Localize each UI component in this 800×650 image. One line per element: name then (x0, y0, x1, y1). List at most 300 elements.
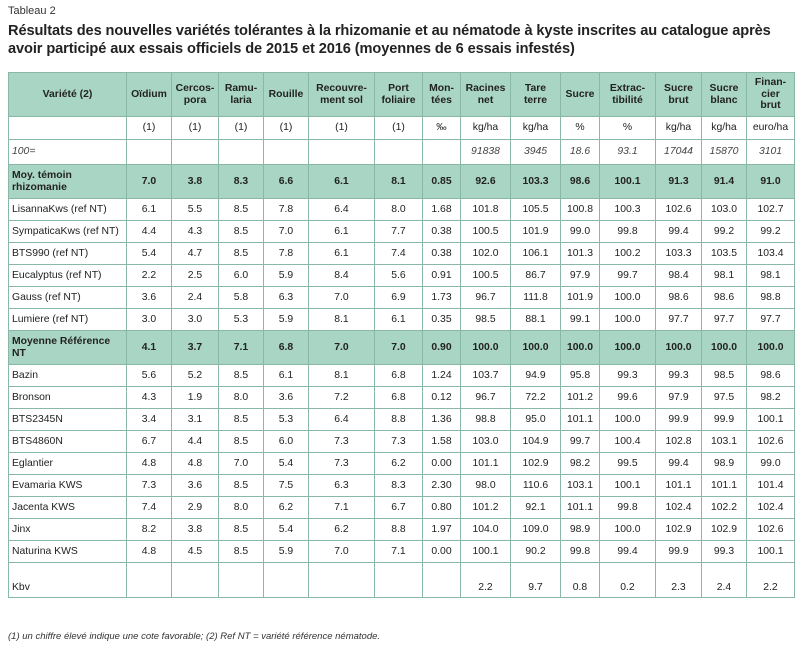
table-cell: 2.9 (172, 497, 219, 519)
table-cell: 98.6 (656, 287, 702, 309)
table-cell: 5.9 (264, 309, 309, 331)
table-row (9, 431, 795, 453)
table-cell: euro/ha (747, 117, 795, 140)
table-cell (219, 140, 264, 165)
table-cell: 1.24 (423, 365, 461, 387)
table-cell: 6.2 (375, 453, 423, 475)
table-cell: 15870 (702, 140, 747, 165)
table-cell: 98.4 (656, 265, 702, 287)
row-label: Lumiere (ref NT) (9, 309, 127, 331)
table-cell: 99.3 (702, 541, 747, 563)
column-header: Mon-tées (423, 73, 461, 117)
table-cell: 7.3 (375, 431, 423, 453)
row-label: Gauss (ref NT) (9, 287, 127, 309)
average-row (9, 165, 795, 199)
table-cell: 0.80 (423, 497, 461, 519)
table-cell: 7.0 (309, 287, 375, 309)
table-cell: 8.5 (219, 431, 264, 453)
table-cell: 7.3 (127, 475, 172, 497)
row-label: Moyenne Référence NT (9, 331, 127, 365)
column-header: Rouille (264, 73, 309, 117)
table-row (9, 541, 795, 563)
results-table (8, 72, 795, 598)
table-cell: 3.6 (264, 387, 309, 409)
table-cell: 98.5 (461, 309, 511, 331)
table-cell: 3.1 (172, 409, 219, 431)
table-cell: 86.7 (511, 265, 561, 287)
table-cell: 98.5 (702, 365, 747, 387)
table-row (9, 497, 795, 519)
table-cell: 1.73 (423, 287, 461, 309)
table-cell: 1.68 (423, 199, 461, 221)
column-header: Tare terre (511, 73, 561, 117)
table-cell: 99.9 (656, 409, 702, 431)
table-cell: 6.1 (375, 309, 423, 331)
table-cell: 1.9 (172, 387, 219, 409)
table-cell: 6.0 (264, 431, 309, 453)
table-cell: 97.7 (702, 309, 747, 331)
table-cell (375, 563, 423, 598)
table-cell: 99.4 (600, 541, 656, 563)
row-label (9, 117, 127, 140)
table-cell: 97.5 (702, 387, 747, 409)
table-cell: 94.9 (511, 365, 561, 387)
table-cell: 98.1 (747, 265, 795, 287)
table-cell: 91.3 (656, 165, 702, 199)
table-cell: 7.3 (309, 431, 375, 453)
table-cell: 98.8 (747, 287, 795, 309)
table-cell: 6.1 (309, 243, 375, 265)
table-cell (309, 140, 375, 165)
table-cell: 104.0 (461, 519, 511, 541)
table-cell: 7.1 (219, 331, 264, 365)
table-cell: 8.8 (375, 519, 423, 541)
column-header: Sucre (561, 73, 600, 117)
table-cell: 92.1 (511, 497, 561, 519)
table-cell: 7.0 (375, 331, 423, 365)
table-cell: 102.8 (656, 431, 702, 453)
table-row (9, 475, 795, 497)
table-cell: 0.35 (423, 309, 461, 331)
table-cell: 2.4 (702, 563, 747, 598)
table-row (9, 365, 795, 387)
table-cell (423, 563, 461, 598)
table-cell: (1) (127, 117, 172, 140)
row-label: Bazin (9, 365, 127, 387)
table-cell: 2.4 (172, 287, 219, 309)
column-header: Ramu-laria (219, 73, 264, 117)
row-label: SympaticaKws (ref NT) (9, 221, 127, 243)
table-cell: 99.9 (702, 409, 747, 431)
table-cell: 5.4 (264, 453, 309, 475)
table-cell: 6.9 (375, 287, 423, 309)
table-cell: 6.2 (264, 497, 309, 519)
table-cell (423, 140, 461, 165)
table-cell: 96.7 (461, 287, 511, 309)
table-cell: 97.9 (656, 387, 702, 409)
table-cell: 99.9 (656, 541, 702, 563)
row-label: Naturina KWS (9, 541, 127, 563)
table-cell: 99.3 (656, 365, 702, 387)
table-cell: 109.0 (511, 519, 561, 541)
table-cell: kg/ha (511, 117, 561, 140)
table-cell: 100.5 (461, 265, 511, 287)
table-cell: 3.7 (172, 331, 219, 365)
table-cell: 3.0 (127, 309, 172, 331)
table-cell: 102.7 (747, 199, 795, 221)
table-cell: 90.2 (511, 541, 561, 563)
table-row (9, 243, 795, 265)
row-label: Evamaria KWS (9, 475, 127, 497)
table-cell: 110.6 (511, 475, 561, 497)
table-cell: 8.3 (375, 475, 423, 497)
table-cell: 105.5 (511, 199, 561, 221)
row-label: LisannaKws (ref NT) (9, 199, 127, 221)
table-cell: 17044 (656, 140, 702, 165)
table-cell: 103.5 (702, 243, 747, 265)
table-cell: 99.7 (600, 265, 656, 287)
table-cell: % (561, 117, 600, 140)
table-cell: ‰ (423, 117, 461, 140)
table-cell: 102.9 (511, 453, 561, 475)
table-cell: 98.2 (747, 387, 795, 409)
table-row (9, 453, 795, 475)
units-row (9, 117, 795, 140)
table-cell: 103.3 (511, 165, 561, 199)
table-cell: 8.5 (219, 365, 264, 387)
table-cell: 99.5 (600, 453, 656, 475)
table-cell: 3.0 (172, 309, 219, 331)
column-header: Cercos-pora (172, 73, 219, 117)
table-cell: 8.5 (219, 409, 264, 431)
table-cell: 98.6 (702, 287, 747, 309)
table-cell: 18.6 (561, 140, 600, 165)
table-cell (375, 140, 423, 165)
table-cell: 100.0 (747, 331, 795, 365)
table-cell: 7.5 (264, 475, 309, 497)
column-header: Racines net (461, 73, 511, 117)
table-cell: 99.2 (747, 221, 795, 243)
table-cell: 102.9 (702, 519, 747, 541)
table-cell: 98.9 (702, 453, 747, 475)
table-cell: 5.2 (172, 365, 219, 387)
table-cell: 99.6 (600, 387, 656, 409)
table-cell (172, 563, 219, 598)
table-cell: 100.2 (600, 243, 656, 265)
table-cell: 8.5 (219, 541, 264, 563)
table-cell: 3.8 (172, 519, 219, 541)
column-header: Port foliaire (375, 73, 423, 117)
table-cell: 92.6 (461, 165, 511, 199)
table-cell: 8.4 (309, 265, 375, 287)
row-label: Moy. témoin rhizomanie (9, 165, 127, 199)
table-cell: 97.7 (747, 309, 795, 331)
table-cell: 100.0 (561, 331, 600, 365)
row-label: 100= (9, 140, 127, 165)
table-cell: 0.90 (423, 331, 461, 365)
table-cell: 5.9 (264, 541, 309, 563)
table-cell: 102.0 (461, 243, 511, 265)
table-cell: 97.7 (656, 309, 702, 331)
table-cell: 102.2 (702, 497, 747, 519)
table-cell: 99.8 (561, 541, 600, 563)
table-cell: 0.8 (561, 563, 600, 598)
table-cell: 100.3 (600, 199, 656, 221)
row-label: Bronson (9, 387, 127, 409)
table-title: Résultats des nouvelles variétés tolérantes à la rhizomanie et au nématode à kyste inscrites au catalogue après avoir participé aux essais officiels de 2015 et 2016 (moyennes de 6 essais infestés) (8, 23, 771, 57)
table-cell: % (600, 117, 656, 140)
table-cell: 6.7 (375, 497, 423, 519)
table-cell: 101.9 (561, 287, 600, 309)
table-cell: 100.0 (461, 331, 511, 365)
table-cell: 100.1 (461, 541, 511, 563)
table-cell: 6.1 (127, 199, 172, 221)
table-cell: 8.8 (375, 409, 423, 431)
table-cell: 4.3 (127, 387, 172, 409)
table-cell: 103.4 (747, 243, 795, 265)
table-cell: 96.7 (461, 387, 511, 409)
table-cell: 3.6 (127, 287, 172, 309)
table-cell: 99.2 (702, 221, 747, 243)
table-cell: 99.0 (747, 453, 795, 475)
row-label: BTS4860N (9, 431, 127, 453)
table-cell: 7.8 (264, 243, 309, 265)
table-cell: (1) (172, 117, 219, 140)
table-cell: 6.8 (375, 365, 423, 387)
table-cell: 5.4 (264, 519, 309, 541)
column-header: Sucre blanc (702, 73, 747, 117)
table-cell: 8.5 (219, 243, 264, 265)
table-cell: 100.0 (600, 331, 656, 365)
table-cell: 101.1 (561, 409, 600, 431)
table-cell: 5.9 (264, 265, 309, 287)
table-cell: 72.2 (511, 387, 561, 409)
table-cell: 7.8 (264, 199, 309, 221)
header-row (9, 73, 795, 117)
table-cell: (1) (375, 117, 423, 140)
table-cell: 100.1 (747, 541, 795, 563)
table-cell: 6.8 (375, 387, 423, 409)
table-cell: 2.30 (423, 475, 461, 497)
table-cell: (1) (219, 117, 264, 140)
table-cell: 4.1 (127, 331, 172, 365)
table-cell: 8.5 (219, 475, 264, 497)
row-label: BTS990 (ref NT) (9, 243, 127, 265)
table-cell: 8.0 (375, 199, 423, 221)
table-cell (127, 140, 172, 165)
table-cell: 5.6 (127, 365, 172, 387)
column-header: Extrac-tibilité (600, 73, 656, 117)
table-row (9, 287, 795, 309)
table-cell: 91.0 (747, 165, 795, 199)
table-cell: 6.4 (309, 199, 375, 221)
table-cell: 99.4 (656, 453, 702, 475)
table-cell: 3.8 (172, 165, 219, 199)
table-cell: kg/ha (461, 117, 511, 140)
table-row (9, 265, 795, 287)
table-cell: 102.4 (747, 497, 795, 519)
table-cell: 1.58 (423, 431, 461, 453)
table-cell: 2.2 (461, 563, 511, 598)
table-cell (219, 563, 264, 598)
table-cell: 8.1 (375, 165, 423, 199)
table-cell: 8.0 (219, 387, 264, 409)
table-cell: 0.2 (600, 563, 656, 598)
table-cell: 6.0 (219, 265, 264, 287)
table-cell: kg/ha (656, 117, 702, 140)
table-cell: 6.3 (309, 475, 375, 497)
table-cell: 1.36 (423, 409, 461, 431)
average-row (9, 331, 795, 365)
table-cell: 100.0 (511, 331, 561, 365)
table-body (9, 117, 795, 563)
table-cell: 102.6 (747, 519, 795, 541)
table-cell: 0.85 (423, 165, 461, 199)
table-cell: 101.2 (561, 387, 600, 409)
table-cell: 101.1 (561, 497, 600, 519)
table-cell: 8.0 (219, 497, 264, 519)
table-cell: 100.0 (600, 309, 656, 331)
table-cell: 102.6 (656, 199, 702, 221)
table-cell: 98.1 (702, 265, 747, 287)
table-row (9, 409, 795, 431)
table-cell: 98.2 (561, 453, 600, 475)
table-cell: 6.7 (127, 431, 172, 453)
table-cell: 7.1 (375, 541, 423, 563)
table-cell: 99.8 (600, 221, 656, 243)
table-cell: 103.0 (461, 431, 511, 453)
table-cell: 8.5 (219, 221, 264, 243)
table-cell: 7.2 (309, 387, 375, 409)
table-cell: 7.0 (127, 165, 172, 199)
table-cell: 5.3 (264, 409, 309, 431)
column-header: Oïdium (127, 73, 172, 117)
table-cell: 101.1 (702, 475, 747, 497)
table-cell: 7.0 (309, 541, 375, 563)
table-cell: 100.1 (600, 165, 656, 199)
table-cell: 0.38 (423, 221, 461, 243)
table-cell: 101.8 (461, 199, 511, 221)
table-cell: 4.8 (127, 453, 172, 475)
table-cell: 5.3 (219, 309, 264, 331)
table-cell: 102.6 (747, 431, 795, 453)
table-cell: 4.5 (172, 541, 219, 563)
table-cell: kg/ha (702, 117, 747, 140)
table-cell (309, 563, 375, 598)
table-cell: 101.3 (561, 243, 600, 265)
table-cell: 99.8 (600, 497, 656, 519)
table-cell: 100.0 (600, 409, 656, 431)
table-cell: 2.3 (656, 563, 702, 598)
table-cell: 101.4 (747, 475, 795, 497)
table-cell: 103.1 (702, 431, 747, 453)
table-cell: 106.1 (511, 243, 561, 265)
table-row (9, 221, 795, 243)
table-cell: 103.0 (702, 199, 747, 221)
table-cell: 6.6 (264, 165, 309, 199)
table-cell: 99.3 (600, 365, 656, 387)
table-row (9, 519, 795, 541)
table-cell: 9.7 (511, 563, 561, 598)
table-cell: 102.9 (656, 519, 702, 541)
table-row (9, 309, 795, 331)
table-cell: 5.8 (219, 287, 264, 309)
table-caption: Tableau 2 (8, 5, 56, 17)
table-row (9, 199, 795, 221)
table-cell: 4.3 (172, 221, 219, 243)
table-cell: 102.4 (656, 497, 702, 519)
table-cell: 7.0 (264, 221, 309, 243)
table-cell: (1) (309, 117, 375, 140)
table-cell: 100.4 (600, 431, 656, 453)
table-cell: 2.2 (127, 265, 172, 287)
table-cell: 0.91 (423, 265, 461, 287)
table-cell: 95.8 (561, 365, 600, 387)
table-cell: 0.00 (423, 541, 461, 563)
table-cell: 8.2 (127, 519, 172, 541)
table-cell: 7.1 (309, 497, 375, 519)
table-cell: 4.4 (127, 221, 172, 243)
table-cell: 91838 (461, 140, 511, 165)
table-cell (264, 140, 309, 165)
table-cell: 88.1 (511, 309, 561, 331)
table-cell: 5.4 (127, 243, 172, 265)
table-cell: 101.2 (461, 497, 511, 519)
table-cell: 3.4 (127, 409, 172, 431)
row-label: Jacenta KWS (9, 497, 127, 519)
table-row (9, 387, 795, 409)
table-cell: 95.0 (511, 409, 561, 431)
table-cell (264, 563, 309, 598)
table-cell: 6.1 (309, 165, 375, 199)
table-cell: 6.4 (309, 409, 375, 431)
table-cell: 104.9 (511, 431, 561, 453)
table-cell: 93.1 (600, 140, 656, 165)
table-cell: 101.1 (461, 453, 511, 475)
table-cell: 7.0 (219, 453, 264, 475)
table-cell: 111.8 (511, 287, 561, 309)
table-cell: 97.9 (561, 265, 600, 287)
table-cell: 5.5 (172, 199, 219, 221)
table-cell: 100.8 (561, 199, 600, 221)
table-cell: 100.0 (656, 331, 702, 365)
table-cell: 7.4 (127, 497, 172, 519)
table-cell (172, 140, 219, 165)
row-label: Jinx (9, 519, 127, 541)
table-cell: 8.1 (309, 365, 375, 387)
table-cell (127, 563, 172, 598)
table-cell: 7.7 (375, 221, 423, 243)
table-cell: 100.5 (461, 221, 511, 243)
table-cell: 1.97 (423, 519, 461, 541)
table-cell: 100.1 (747, 409, 795, 431)
table-cell: 7.3 (309, 453, 375, 475)
table-cell: 100.0 (600, 519, 656, 541)
kbv-row (9, 563, 795, 598)
table-cell: 5.6 (375, 265, 423, 287)
table-cell: 91.4 (702, 165, 747, 199)
table-cell: 99.4 (656, 221, 702, 243)
table-cell: 101.9 (511, 221, 561, 243)
table-cell: 6.1 (264, 365, 309, 387)
table-cell: 0.38 (423, 243, 461, 265)
row-label: Eglantier (9, 453, 127, 475)
table-cell: 100.0 (702, 331, 747, 365)
table-cell: 98.8 (461, 409, 511, 431)
table-cell: 100.1 (600, 475, 656, 497)
table-cell: 103.3 (656, 243, 702, 265)
table-cell: 98.9 (561, 519, 600, 541)
